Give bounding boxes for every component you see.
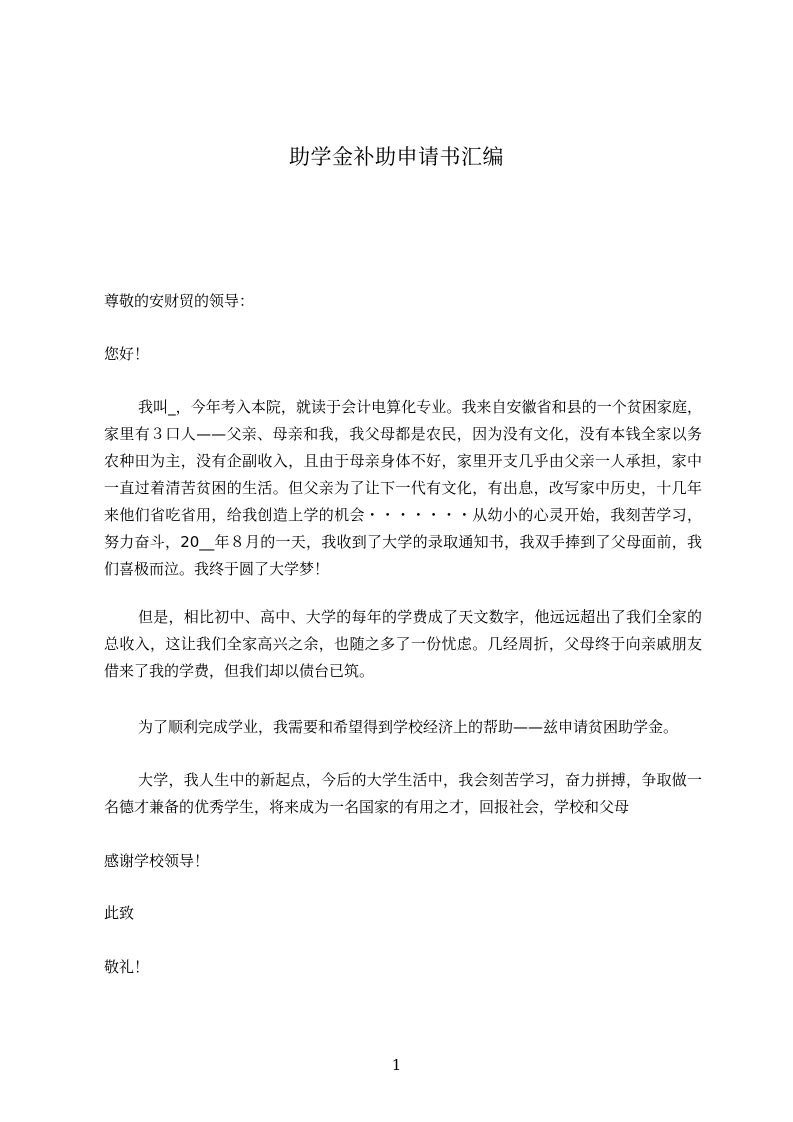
closing-line-2: 敬礼！ bbox=[104, 958, 150, 976]
thanks-line: 感谢学校领导！ bbox=[104, 852, 210, 870]
body-paragraph-2: 但是，相比初中、高中、大学的每年的学费成了天文数字，他远远超出了我们全家的总收入，这让我们全家高兴之余，也随之多了一份忧虑。几经周折，父母终于向亲戚朋友借来了我的学费，但我们却以债台已筑。 bbox=[104, 608, 702, 680]
page-number: 1 bbox=[391, 1056, 402, 1074]
salutation: 尊敬的安财贸的领导： bbox=[104, 292, 255, 310]
greeting: 您好！ bbox=[104, 345, 150, 363]
body-paragraph-3: 为了顺利完成学业，我需要和希望得到学校经济上的帮助——兹申请贫困助学金。 bbox=[138, 718, 679, 736]
closing-line-1: 此致 bbox=[104, 904, 135, 922]
body-paragraph-1: 我叫_，今年考入本院，就读于会计电算化专业。我来自安徽省和县的一个贫困家庭，家里有３口人——父亲、母亲和我，我父母都是农民，因为没有文化，没有本钱全家以务农种田为主，没有企副收入，且由于母亲身体不好，家里开支几乎由父亲一人承担，家中一直过着清苦贫困的生活。但父亲为了让下一代有文化，有出息，改写家中历史，十几年来他们省吃省用，给我创造上学的机会・・・・・・・从幼小的心灵开始，我刻苦学习，努力奋斗，20__年８月的一天，我收到了大学的录取通知书，我双手捧到了父母面前，我们喜极而泣。我终于圆了大学梦！ bbox=[104, 398, 702, 578]
document-title: 助学金补助申请书汇编 bbox=[289, 145, 504, 169]
body-paragraph-4: 大学，我人生中的新起点，今后的大学生活中，我会刻苦学习，奋力拼搏，争取做一名德才兼备的优秀学生，将来成为一名国家的有用之才，回报社会，学校和父母 bbox=[104, 771, 702, 816]
